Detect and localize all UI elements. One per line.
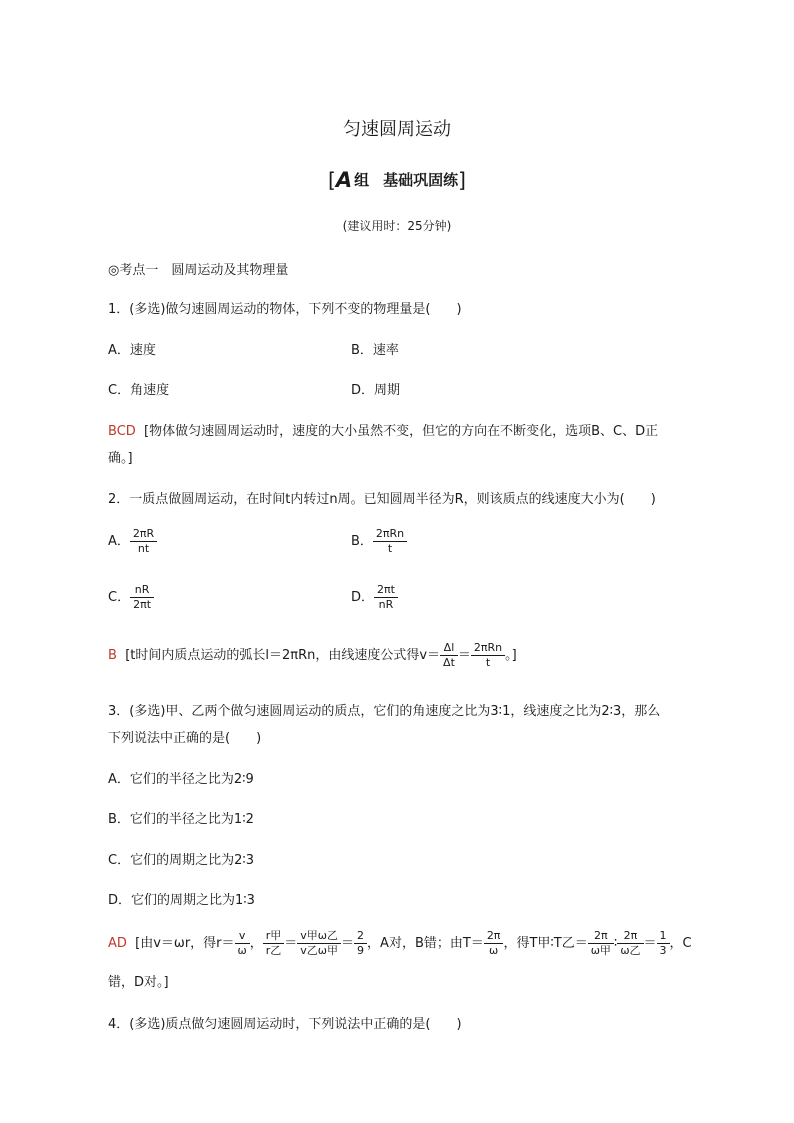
- q3-fraction-period: [484, 929, 504, 958]
- q3-explanation-part: ∶: [613, 936, 618, 951]
- q3-explanation-part: ＝: [341, 936, 355, 951]
- q1-explanation-text: [物体做匀速圆周运动时，速度的大小虽然不变，但它的方向在不断变化，选项B、C、D正: [144, 424, 659, 439]
- q2-option-d: [351, 583, 398, 612]
- q3-option-b: B．它们的半径之比为1∶2: [108, 812, 254, 827]
- fraction-numerator: 2π: [588, 929, 614, 944]
- q2-option-b-fraction: [373, 527, 407, 556]
- q1-answer: BCD: [108, 424, 136, 439]
- heading-open-bracket: [: [328, 168, 336, 192]
- fraction-denominator: t: [387, 542, 393, 555]
- q2-stem: 2．一质点做圆周运动，在时间t内转过n周。已知圆周半径为R，则该质点的线速度大小为( ): [108, 492, 656, 507]
- q3-stem-cont: 下列说法中正确的是( ): [108, 731, 262, 746]
- fraction-numerator: 2πt: [374, 583, 398, 598]
- q3-option-c: C．它们的周期之比为2∶3: [108, 853, 255, 868]
- fraction-numerator: nR: [130, 583, 154, 598]
- fraction-numerator: 2π: [484, 929, 504, 944]
- fraction-denominator: ω乙: [620, 944, 641, 957]
- fraction-denominator: 3: [659, 944, 667, 957]
- q2-explanation: [108, 641, 517, 670]
- q2-option-c: [108, 583, 154, 612]
- q1-stem: 1．(多选)做匀速圆周运动的物体，下列不变的物理量是( ): [108, 302, 462, 317]
- fraction-numerator: v甲ω乙: [297, 929, 341, 944]
- fraction-denominator: r乙: [265, 944, 282, 957]
- q1-option-c: C．角速度: [108, 383, 170, 398]
- group-letter: A: [335, 168, 353, 192]
- q3-explanation-part: ，A对，B错；由T＝: [367, 936, 484, 951]
- q2-option-a: [108, 527, 157, 556]
- q2-explanation-post: 。]: [505, 648, 517, 663]
- fraction-denominator: Δt: [443, 656, 455, 669]
- fraction-numerator: 1: [657, 929, 670, 944]
- q3-fraction-period-jia: [588, 929, 614, 958]
- fraction-denominator: 2πt: [133, 598, 152, 611]
- q2-fraction-result: [471, 641, 505, 670]
- fraction-numerator: Δl: [440, 641, 458, 656]
- q3-explanation-part: ＝: [284, 936, 298, 951]
- topic-heading: ◎考点一 圆周运动及其物理量: [108, 263, 289, 278]
- q3-explanation-part: ，得T甲∶T乙＝: [503, 936, 588, 951]
- q3-explanation-part: ，C: [669, 936, 692, 951]
- group-label: 组: [354, 171, 370, 189]
- q2-option-a-fraction: [130, 527, 157, 556]
- q2-option-b-label: B．: [351, 534, 373, 549]
- q3-option-d: D．它们的周期之比为1∶3: [108, 893, 255, 908]
- q2-option-b: [351, 527, 407, 556]
- q3-explanation-part: ，: [249, 936, 263, 951]
- group-name: 基础巩固练: [383, 171, 459, 189]
- q1-option-b: B．速率: [351, 343, 399, 358]
- q2-option-c-fraction: [130, 583, 154, 612]
- q4-stem: 4．(多选)质点做匀速圆周运动时，下列说法中正确的是( ): [108, 1017, 462, 1032]
- fraction-denominator: nR: [378, 598, 394, 611]
- fraction-numerator: 2π: [617, 929, 643, 944]
- fraction-numerator: 2πRn: [471, 641, 505, 656]
- fraction-denominator: ω: [237, 944, 247, 957]
- q3-stem: 3．(多选)甲、乙两个做匀速圆周运动的质点，它们的角速度之比为3∶1，线速度之比为2∶3，那么: [108, 704, 661, 719]
- fraction-denominator: 9: [357, 944, 365, 957]
- q2-answer: B: [108, 648, 117, 663]
- q3-fraction-period-yi: [617, 929, 643, 958]
- q2-equals: ＝: [457, 648, 471, 663]
- q1-explanation: [108, 420, 658, 439]
- q1-explanation-cont: 确。]: [108, 451, 133, 466]
- fraction-denominator: ω甲: [590, 944, 611, 957]
- q3-fraction-v-omega: [235, 929, 250, 958]
- q3-explanation-cont: 错，D对。]: [108, 975, 169, 990]
- q3-explanation-part: ＝: [643, 936, 657, 951]
- q3-fraction-one-third: [657, 929, 670, 958]
- q2-explanation-pre: [t时间内质点运动的弧长l＝2πRn，由线速度公式得v＝: [125, 648, 441, 663]
- fraction-numerator: r甲: [263, 929, 285, 944]
- q3-explanation-part: [由v＝ωr，得r＝: [135, 936, 235, 951]
- fraction-numerator: 2: [354, 929, 367, 944]
- q1-option-a: A．速度: [108, 343, 156, 358]
- fraction-numerator: 2πR: [130, 527, 157, 542]
- fraction-denominator: t: [485, 656, 491, 669]
- q2-option-c-label: C．: [108, 590, 131, 605]
- q3-explanation: [108, 929, 692, 958]
- q2-option-d-label: D．: [351, 590, 375, 605]
- group-heading: [0, 168, 794, 192]
- heading-close-bracket: ]: [458, 168, 466, 192]
- suggested-time: (建议用时：25分钟): [342, 219, 452, 233]
- q2-fraction-dl-dt: [440, 641, 458, 670]
- q3-option-a: A．它们的半径之比为2∶9: [108, 772, 254, 787]
- page-title: 匀速圆周运动: [343, 119, 451, 140]
- q3-fraction-radius-ratio: [263, 929, 285, 958]
- q3-answer: AD: [108, 936, 127, 951]
- q3-fraction-v-omega-ratio: [297, 929, 341, 958]
- fraction-numerator: 2πRn: [373, 527, 407, 542]
- q3-fraction-two-ninths: [354, 929, 367, 958]
- fraction-denominator: ω: [489, 944, 499, 957]
- fraction-denominator: v乙ω甲: [300, 944, 339, 957]
- fraction-denominator: nt: [137, 542, 150, 555]
- q1-option-d: D．周期: [351, 383, 401, 398]
- fraction-numerator: v: [235, 929, 250, 944]
- q2-option-d-fraction: [374, 583, 398, 612]
- q2-option-a-label: A．: [108, 534, 130, 549]
